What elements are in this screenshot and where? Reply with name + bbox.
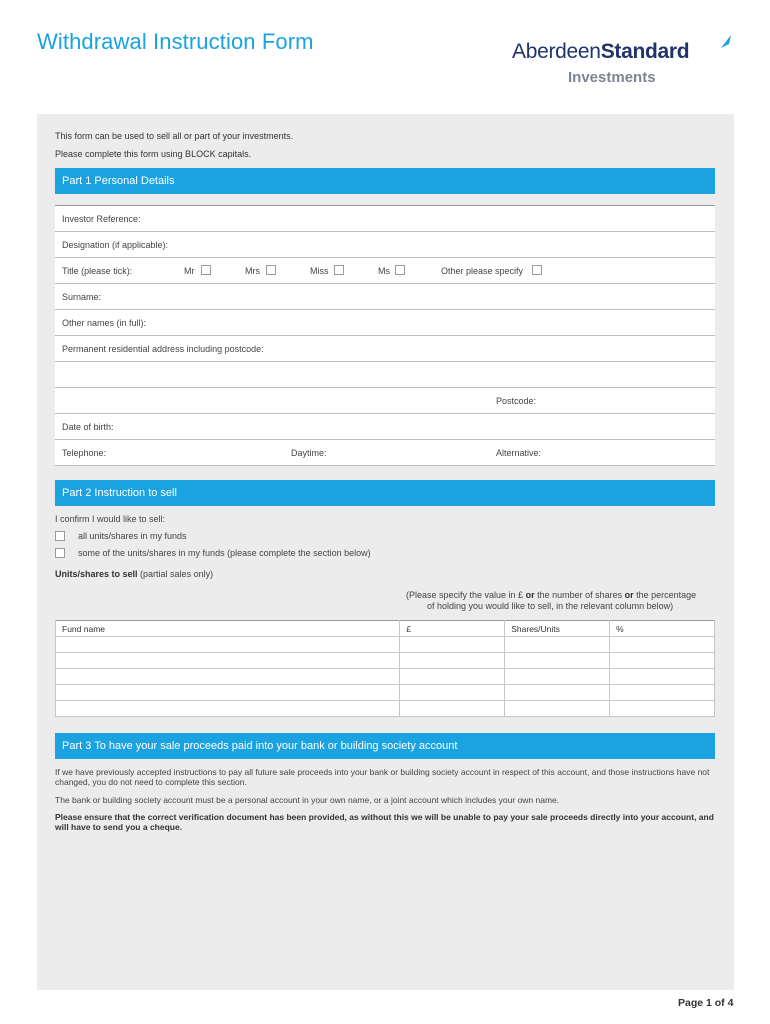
- title-other-checkbox[interactable]: [532, 265, 542, 275]
- title-miss-checkbox[interactable]: [334, 265, 344, 275]
- designation-label: Designation (if applicable):: [62, 240, 169, 250]
- title-mrs-label: Mrs: [245, 266, 260, 276]
- surname-row[interactable]: [55, 284, 715, 310]
- part3-heading: Part 3 To have your sale proceeds paid into your bank or building society account: [55, 733, 715, 759]
- units-to-sell-note: (partial sales only): [140, 569, 214, 579]
- percent-cell[interactable]: [610, 653, 715, 669]
- logo-tick-icon: [719, 34, 733, 52]
- percent-cell[interactable]: [610, 701, 715, 717]
- personal-details-table: [55, 205, 715, 466]
- title-other-label: Other please specify: [441, 266, 524, 276]
- part2-heading: Part 2 Instruction to sell: [55, 480, 715, 506]
- telephone-row[interactable]: [55, 440, 715, 466]
- shares-cell[interactable]: [505, 685, 610, 701]
- table-row: [56, 685, 715, 701]
- units-to-sell-bold: Units/shares to sell: [55, 569, 138, 579]
- telephone-label: Telephone:: [62, 448, 107, 458]
- title-label: Title (please tick):: [62, 266, 133, 276]
- alternative-label: Alternative:: [496, 448, 542, 458]
- pounds-cell[interactable]: [400, 701, 505, 717]
- title-mrs-checkbox[interactable]: [266, 265, 276, 275]
- units-to-sell-label: [55, 569, 213, 579]
- investor-reference-label: Investor Reference:: [62, 214, 141, 224]
- fund-table-header: [56, 621, 715, 637]
- intro-line-2: Please complete this form using BLOCK capitals.: [55, 149, 252, 159]
- date-of-birth-row[interactable]: [55, 414, 715, 440]
- fund-name-cell[interactable]: [56, 637, 400, 653]
- table-row: [56, 653, 715, 669]
- logo-wordmark-bold: Standard: [600, 40, 690, 63]
- title-ms-label: Ms: [378, 266, 390, 276]
- address-label: Permanent residential address including postcode:: [62, 344, 264, 354]
- shares-cell[interactable]: [505, 653, 610, 669]
- page-number: Page 1 of 4: [678, 997, 734, 1009]
- title-mr-label: Mr: [184, 266, 195, 276]
- other-names-row[interactable]: [55, 310, 715, 336]
- fund-name-cell[interactable]: [56, 653, 400, 669]
- title-miss-label: Miss: [310, 266, 329, 276]
- shares-units-header: Shares/Units: [505, 621, 610, 637]
- pounds-cell[interactable]: [400, 653, 505, 669]
- table-row: [56, 669, 715, 685]
- specify-note-part-b: the number of shares: [534, 590, 625, 600]
- designation-row[interactable]: [55, 232, 715, 258]
- part3-paragraph-1: If we have previously accepted instructions to pay all future sale proceeds into your bank or building society account in respect of this account, and those instructions have not changed, you do not need to complete this section.: [55, 767, 710, 787]
- fund-name-cell[interactable]: [56, 701, 400, 717]
- funds-to-sell-table: [55, 620, 715, 717]
- fund-name-cell[interactable]: [56, 669, 400, 685]
- postcode-row[interactable]: [55, 388, 715, 414]
- specify-note-line-1: [406, 590, 696, 600]
- logo-wordmark: [512, 40, 689, 64]
- confirm-sell-label: I confirm I would like to sell:: [55, 514, 166, 524]
- investor-reference-row[interactable]: [55, 206, 715, 232]
- sell-some-label: some of the units/shares in my funds (please complete the section below): [78, 548, 371, 558]
- fund-name-cell[interactable]: [56, 685, 400, 701]
- fund-name-header: Fund name: [56, 621, 400, 637]
- shares-cell[interactable]: [505, 637, 610, 653]
- date-of-birth-label: Date of birth:: [62, 422, 114, 432]
- intro-line-1: This form can be used to sell all or part of your investments.: [55, 131, 294, 141]
- specify-note-or-1: or: [525, 590, 535, 600]
- address-line-2-row[interactable]: [55, 362, 715, 388]
- pounds-cell[interactable]: [400, 669, 505, 685]
- percent-cell[interactable]: [610, 637, 715, 653]
- title-ms-checkbox[interactable]: [395, 265, 405, 275]
- daytime-label: Daytime:: [291, 448, 327, 458]
- postcode-label: Postcode:: [496, 396, 537, 406]
- specify-note-line-2: of holding you would like to sell, in the relevant column below): [427, 601, 674, 611]
- logo-subtitle: Investments: [568, 69, 656, 86]
- title-row: [55, 258, 715, 284]
- specify-note-part-a: (Please specify the value in £: [406, 590, 526, 600]
- shares-cell[interactable]: [505, 669, 610, 685]
- surname-label: Surname:: [62, 292, 102, 302]
- other-names-label: Other names (in full):: [62, 318, 147, 328]
- specify-note-or-2: or: [624, 590, 634, 600]
- table-row: [56, 701, 715, 717]
- pounds-header: £: [400, 621, 505, 637]
- specify-note-part-c: the percentage: [633, 590, 697, 600]
- percent-cell[interactable]: [610, 685, 715, 701]
- title-mr-checkbox[interactable]: [201, 265, 211, 275]
- part3-paragraph-3: Please ensure that the correct verification document has been provided, as without this we will be unable to pay your sale proceeds directly into your account, and will have to send you a cheque.: [55, 812, 714, 832]
- shares-cell[interactable]: [505, 701, 610, 717]
- pounds-cell[interactable]: [400, 685, 505, 701]
- pounds-cell[interactable]: [400, 637, 505, 653]
- address-row[interactable]: [55, 336, 715, 362]
- percent-cell[interactable]: [610, 669, 715, 685]
- sell-some-checkbox[interactable]: [55, 548, 65, 558]
- page-title: Withdrawal Instruction Form: [37, 29, 314, 54]
- percent-header: %: [610, 621, 715, 637]
- aberdeen-standard-logo: [512, 34, 742, 90]
- sell-all-checkbox[interactable]: [55, 531, 65, 541]
- part1-heading: Part 1 Personal Details: [55, 168, 715, 194]
- part3-paragraph-2: The bank or building society account must be a personal account in your own name, or a joint account which includes your own name.: [55, 795, 560, 805]
- table-row: [56, 637, 715, 653]
- logo-wordmark-light: Aberdeen: [512, 40, 601, 63]
- sell-all-label: all units/shares in my funds: [78, 531, 187, 541]
